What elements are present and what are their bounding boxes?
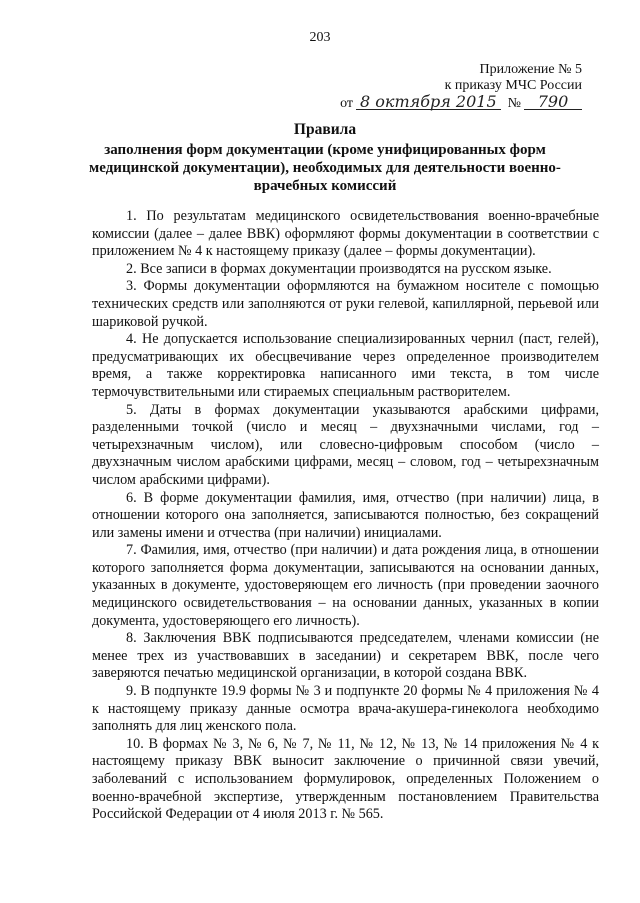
appendix-date-line <box>340 94 582 112</box>
paragraph-2: 2. Все записи в формах документации производятся на русском языке. <box>126 260 552 277</box>
date-prefix: от <box>340 96 354 111</box>
title-heading: Правила <box>293 121 357 138</box>
appendix-title: Приложение № 5 <box>479 62 582 77</box>
appendix-order-ref: к приказу МЧС России <box>444 78 582 93</box>
paragraph-7: 7. Фамилия, имя, отчество (при наличии) и дата рождения лица, в отношении которого заполняется форма документации, записываются на основании данных, указанных в документе, удостоверяющем его личность (при проведении заочного медицинского освидетельствования – на основании данных, указанных в копии документа, удостоверяющего его личность). <box>92 542 599 629</box>
paragraph-1: 1. По результатам медицинского освидетельствования военно-врачебные комиссии (далее – далее ВВК) оформляют формы документации в соответствии с приложением № 4 к настоящему приказу (далее – формы документации). <box>92 208 599 260</box>
paragraph-3: 3. Формы документации оформляются на бумажном носителе с помощью технических средств или заполняются от руки гелевой, капиллярной, перьевой или шариковой ручкой. <box>92 278 599 330</box>
document-body <box>92 208 599 824</box>
paragraph-5: 5. Даты в формах документации указываются арабскими цифрами, разделенными точкой (число и месяц – двухзначными числами, год – четырехзначным числом), или словесно-цифровым способом (число – двухзначным числом арабскими цифрами, месяц – словом, год – четырехзначным числом арабскими цифрами). <box>92 401 599 488</box>
paragraph-9: 9. В подпункте 19.9 формы № 3 и подпункте 20 формы № 4 приложения № 4 к настоящему приказу данные осмотра врача-акушера-гинеколога необходимо заполнять для лиц женского пола. <box>92 683 599 735</box>
paragraph-8: 8. Заключения ВВК подписываются председателем, членами комиссии (не менее трех из участвовавших в заседании) и секретарем ВВК, после чего заверяются печатью медицинской организации, в которой создана ВВК. <box>92 630 599 682</box>
number-label: № <box>507 96 521 111</box>
paragraph-6: 6. В форме документации фамилия, имя, отчество (при наличии) лица, в отношении которого она заполняется, записываются полностью, без сокращений или замены имени и отчества (при наличии) инициалами. <box>92 489 599 541</box>
page-number: 203 <box>309 30 331 45</box>
handwritten-order-number: 790 <box>524 94 582 110</box>
paragraph-10: 10. В формах № 3, № 6, № 7, № 11, № 12, № 13, № 14 приложения № 4 к настоящему приказу ВВК выносит заключение о причинной связи увечий, заболеваний с использованием формулировок, определенных Положением о военно-врачебной экспертизе, утвержденным постановлением Правительства Российской Федерации от 4 июля 2013 г. № 565. <box>92 735 599 823</box>
appendix-block <box>340 62 582 112</box>
document-title <box>60 121 590 195</box>
paragraph-4: 4. Не допускается использование специализированных чернил (паст, гелей), предусматривающих их обесцвечивание через определенное производителем время, а также корректировка написанного ими текста, в том числе термочувствительными или стираемых специальным растворителем. <box>92 331 599 400</box>
handwritten-date: 8 октября 2015 <box>356 94 501 110</box>
title-subtitle: заполнения форм документации (кроме унифицированных форм медицинской документации), необходимых для деятельности военно-врачебных комиссий <box>89 142 561 194</box>
